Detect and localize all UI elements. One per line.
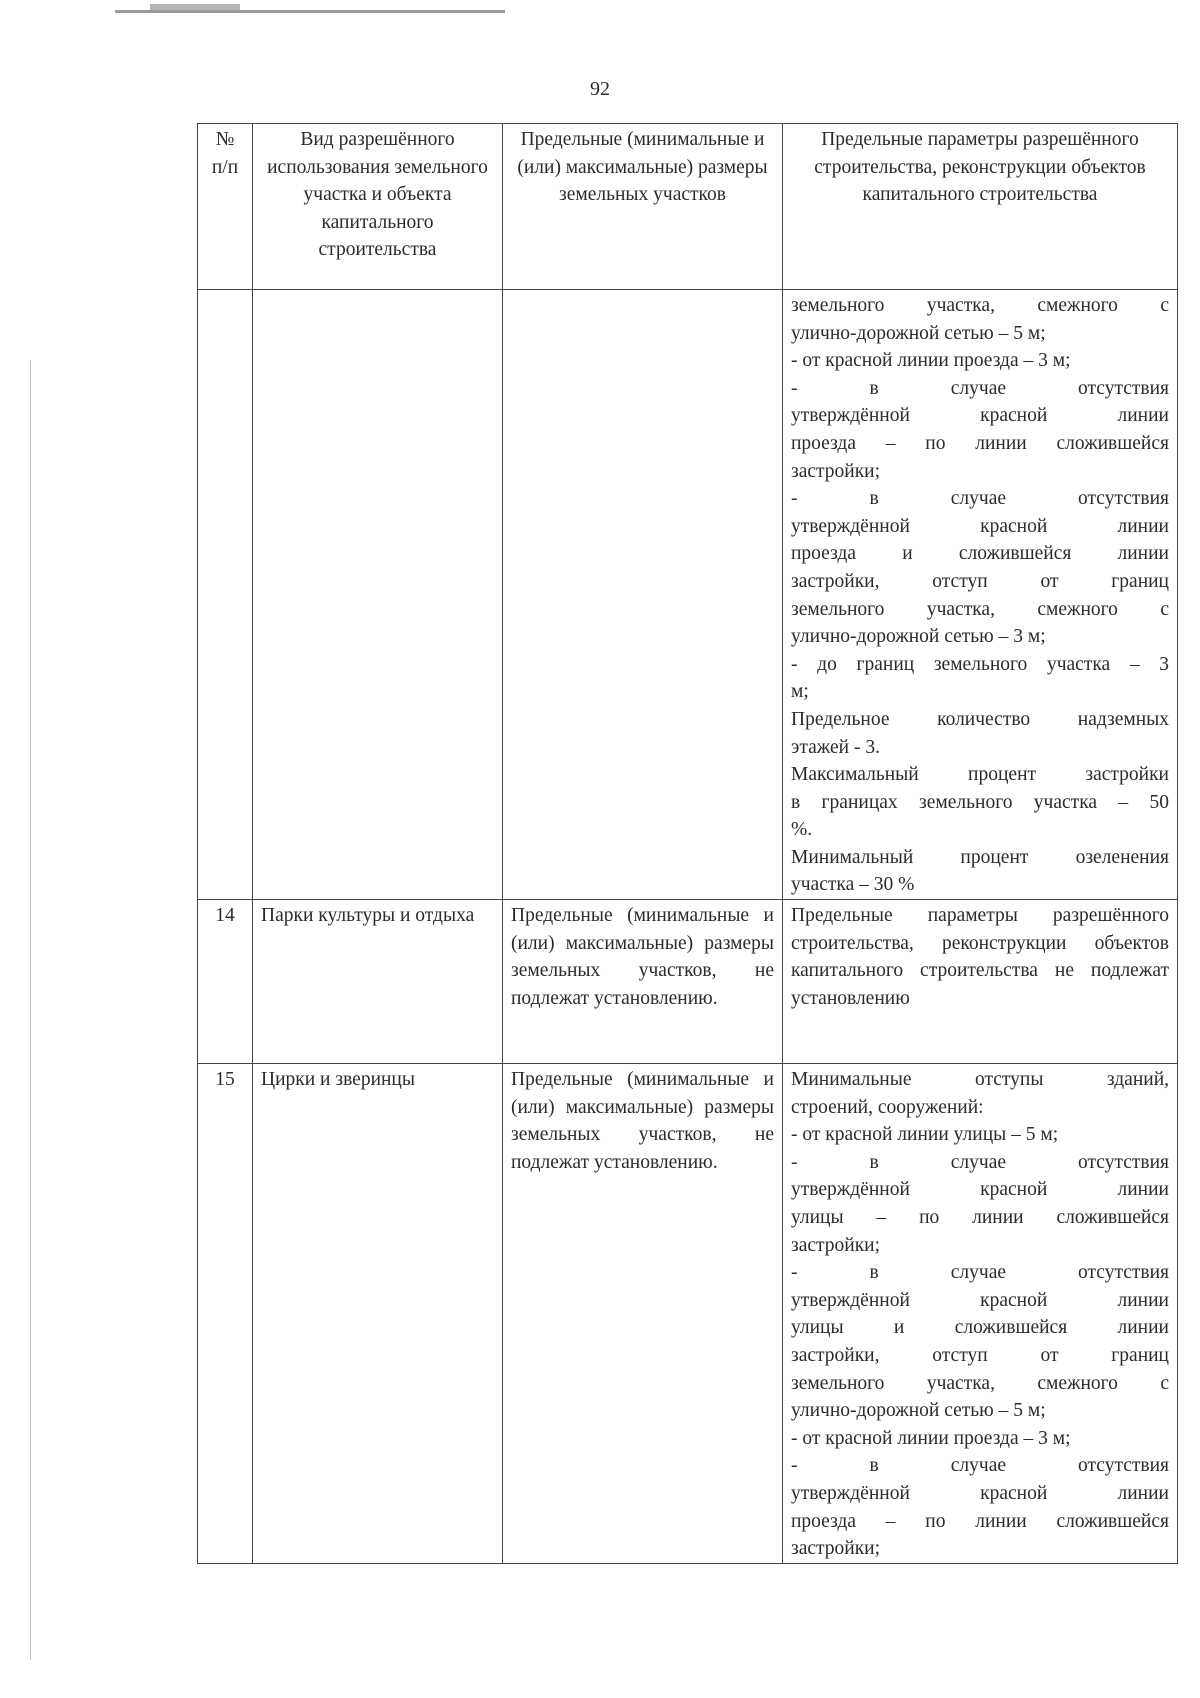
scan-artifact-top <box>115 10 505 13</box>
text-line: проезда – по линии сложившейся <box>791 432 1169 454</box>
text-line: утверждённой красной линии <box>791 1179 1169 1201</box>
cell-construction-parameters: Предельные параметры разрешённого строительства, реконструкции объектов капитального строительства не подлежат установлению <box>783 900 1178 1064</box>
zoning-parameters-table <box>197 123 1178 1564</box>
text-line: утверждённой красной линии <box>791 515 1169 537</box>
cell-plot-sizes: Предельные (минимальные и (или) максимальные) размеры земельных участков, не подлежат установлению. <box>503 900 783 1064</box>
text-line: - в случае отсутствия <box>791 488 1169 510</box>
page-number: 92 <box>590 78 610 100</box>
header-plot-sizes: Предельные (минимальные и (или) максимальные) размеры земельных участков <box>503 124 783 290</box>
text-line: застройки, отступ от границ <box>791 1345 1169 1366</box>
cell-plot-sizes: Предельные (минимальные и (или) максимальные) размеры земельных участков, не подлежат установлению. <box>503 1064 783 1564</box>
cell-permitted-use: Парки культуры и отдыха <box>253 900 503 1064</box>
table-header-row <box>198 124 1178 290</box>
table-row-continuation <box>198 290 1178 900</box>
cell-number: 14 <box>198 900 253 1064</box>
text-line: - от красной линии улицы – 5 м; <box>791 1124 1059 1146</box>
table-row <box>198 1064 1178 1564</box>
text-line: утверждённой красной линии <box>791 1482 1169 1504</box>
text-line: - в случае отсутствия <box>791 1455 1169 1477</box>
text-line: строений, сооружений: <box>791 1096 984 1118</box>
text-line: Максимальный процент застройки <box>791 764 1169 786</box>
text-line: в границах земельного участка – 50 <box>791 791 1169 813</box>
text-line: Минимальный процент озеленения <box>791 846 1169 868</box>
text-line: улично-дорожной сетью – 3 м; <box>791 626 1046 648</box>
scan-artifact-top-2 <box>150 4 240 10</box>
text-line: земельного участка, смежного с <box>791 1372 1169 1394</box>
header-permitted-use: Вид разрешённого использования земельного участка и объекта капитального строительства <box>253 124 503 290</box>
cell-permitted-use <box>253 290 503 900</box>
text-line: застройки; <box>791 460 881 482</box>
text-line: улично-дорожной сетью – 5 м; <box>791 1400 1046 1422</box>
cell-plot-sizes <box>503 290 783 900</box>
text-line: участка – 30 % <box>791 874 915 896</box>
cell-construction-parameters <box>783 1064 1178 1564</box>
text-line: - в случае отсутствия <box>791 377 1169 399</box>
text-line: %. <box>791 819 813 841</box>
text-line: - от красной линии проезда – 3 м; <box>791 1427 1071 1449</box>
cell-permitted-use: Цирки и зверинцы <box>253 1064 503 1564</box>
text-line: - от красной линии проезда – 3 м; <box>791 350 1071 372</box>
table-row <box>198 900 1178 1064</box>
text-line: м; <box>791 681 809 703</box>
text-line: застройки; <box>791 1234 881 1256</box>
text-line: - в случае отсутствия <box>791 1151 1169 1173</box>
text-line: улично-дорожной сетью – 5 м; <box>791 322 1046 344</box>
cell-number: 15 <box>198 1064 253 1564</box>
text-line: застройки; <box>791 1538 881 1560</box>
text-line: - в случае отсутствия <box>791 1262 1169 1284</box>
header-number: № п/п <box>198 124 253 290</box>
text-line: - до границ земельного участка – 3 <box>791 653 1169 675</box>
cell-construction-parameters <box>783 290 1178 900</box>
text-line: земельного участка, смежного с <box>791 295 1169 316</box>
text-line: проезда – по линии сложившейся <box>791 1510 1169 1532</box>
text-line: земельного участка, смежного с <box>791 598 1169 620</box>
text-line: улицы – по линии сложившейся <box>791 1207 1169 1229</box>
text-line: утверждённой красной линии <box>791 1289 1169 1311</box>
text-line: застройки, отступ от границ <box>791 570 1169 592</box>
text-line: Минимальные отступы зданий, <box>791 1069 1169 1091</box>
text-line: проезда и сложившейся линии <box>791 543 1169 565</box>
text-line: улицы и сложившейся линии <box>791 1317 1169 1339</box>
header-construction-parameters: Предельные параметры разрешённого строительства, реконструкции объектов капитального строительства <box>783 124 1178 290</box>
scan-artifact-left-edge <box>30 360 31 1660</box>
text-line: этажей - 3. <box>791 736 880 758</box>
text-line: утверждённой красной линии <box>791 405 1169 427</box>
text-line: Предельное количество надземных <box>791 708 1169 730</box>
cell-number <box>198 290 253 900</box>
